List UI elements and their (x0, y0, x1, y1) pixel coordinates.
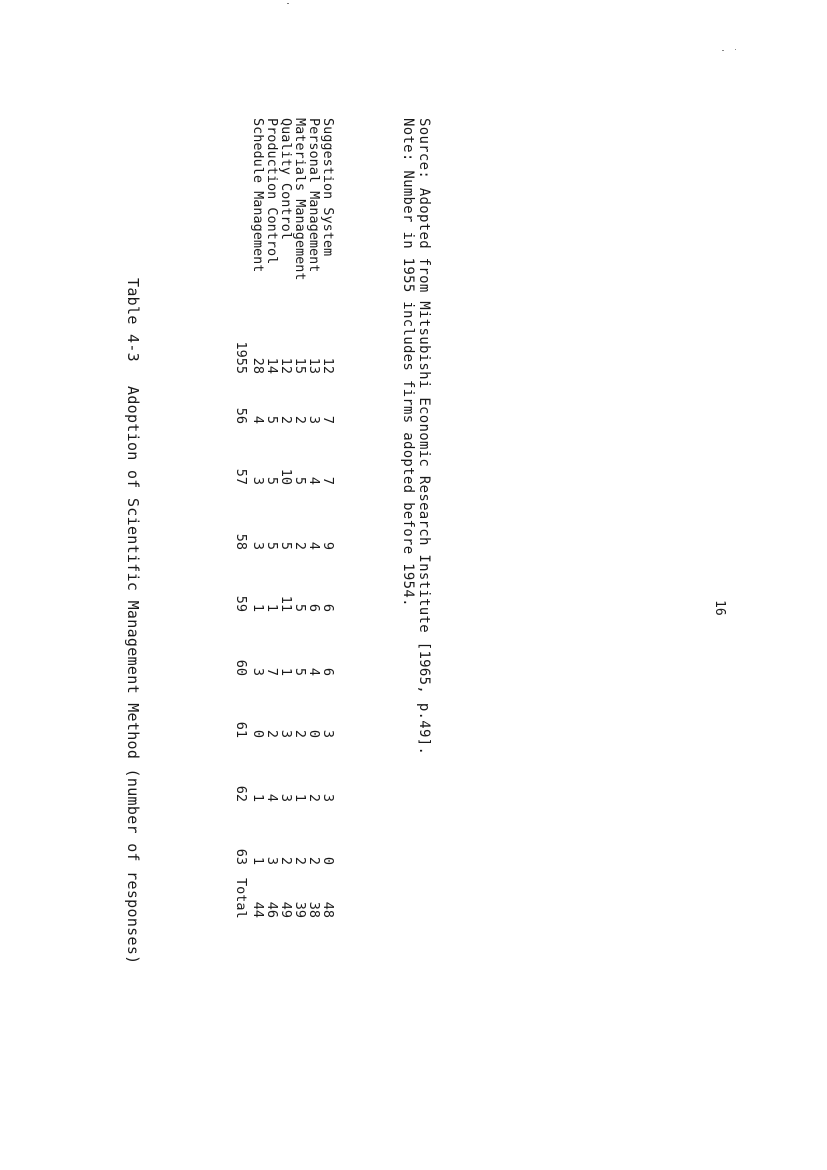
table-cell: 4 (250, 415, 266, 424)
table-cell: 7 (320, 415, 336, 424)
column-header: 63 (233, 848, 249, 865)
table-cell: 7 (264, 667, 280, 676)
table-cell: 2 (278, 415, 294, 424)
table-cell: 2 (292, 541, 308, 550)
column-header: 60 (233, 659, 249, 676)
table-cell: 6 (320, 667, 336, 676)
row-label: Production Control (264, 118, 280, 265)
table-cell: 3 (278, 793, 294, 802)
table-cell: 5 (292, 476, 308, 485)
table-cell: 6 (320, 603, 336, 612)
table-cell: 48 (320, 901, 336, 918)
table-cell: 1 (250, 793, 266, 802)
table-cell: 13 (306, 357, 322, 374)
table-cell: 3 (250, 541, 266, 550)
table-cell: 7 (320, 476, 336, 485)
table-cell: 5 (264, 476, 280, 485)
scan-speck (287, 3, 289, 4)
table-cell: 1 (278, 667, 294, 676)
table-cell: 3 (278, 729, 294, 738)
scan-speck (722, 50, 724, 51)
table-cell: 46 (264, 901, 280, 918)
table-source: Source: Adopted from Mitsubishi Economic Research Institute [1965, p.49]. (416, 118, 432, 756)
column-header: 61 (233, 721, 249, 738)
scan-speck (735, 49, 736, 50)
table-title (125, 278, 140, 965)
table-cell: 3 (320, 793, 336, 802)
table-note: Note: Number in 1955 includes firms adopted before 1954. (400, 118, 416, 607)
row-label: Suggestion System (320, 118, 336, 257)
column-header: 57 (233, 468, 249, 485)
table-cell: 1 (250, 603, 266, 612)
column-header: 1955 (233, 341, 249, 374)
table-cell: 44 (250, 901, 266, 918)
table-cell: 2 (292, 415, 308, 424)
table-cell: 14 (264, 357, 280, 374)
table-cell: 0 (250, 729, 266, 738)
table-cell: 5 (292, 603, 308, 612)
table-cell: 4 (306, 541, 322, 550)
column-header: 62 (233, 785, 249, 802)
table-cell: 0 (306, 729, 322, 738)
table-cell: 2 (278, 856, 294, 865)
table-cell: 3 (250, 476, 266, 485)
table-cell: 12 (320, 357, 336, 374)
table-cell: 4 (264, 793, 280, 802)
table-cell: 2 (292, 729, 308, 738)
table-cell: 2 (306, 856, 322, 865)
table-cell: 1 (292, 793, 308, 802)
table-cell: 3 (320, 729, 336, 738)
table-cell: 5 (292, 667, 308, 676)
table-cell: 38 (306, 901, 322, 918)
table-cell: 4 (306, 667, 322, 676)
table-cell: 15 (292, 357, 308, 374)
table-cell: 4 (306, 476, 322, 485)
table-cell: 6 (306, 603, 322, 612)
table-cell: 5 (264, 415, 280, 424)
row-label: Quality Control (278, 118, 294, 240)
table-number: Table 4-3 (124, 278, 142, 362)
table-cell: 5 (278, 541, 294, 550)
table-cell: 0 (320, 856, 336, 865)
row-label: Personal Management (306, 118, 322, 273)
table-cell: 3 (250, 667, 266, 676)
table-cell: 49 (278, 901, 294, 918)
table-cell: 2 (292, 856, 308, 865)
table-cell: 11 (278, 595, 294, 612)
row-label: Materials Management (292, 118, 308, 281)
table-cell: 1 (264, 603, 280, 612)
table-cell: 10 (278, 468, 294, 485)
table-cell: 5 (264, 541, 280, 550)
table-cell: 3 (264, 856, 280, 865)
column-header: 58 (233, 533, 249, 550)
column-header: 59 (233, 595, 249, 612)
table-cell: 3 (306, 415, 322, 424)
table-caption: Adoption of Scientific Management Method (number of responses) (124, 385, 142, 965)
table-cell: 39 (292, 901, 308, 918)
row-label: Schedule Management (250, 118, 266, 273)
table-cell: 12 (278, 357, 294, 374)
table-cell: 1 (250, 856, 266, 865)
table-cell: 9 (320, 541, 336, 550)
page-number: 16 (712, 600, 727, 616)
table-cell: 2 (306, 793, 322, 802)
table-cell: 28 (250, 357, 266, 374)
table-cell: 2 (264, 729, 280, 738)
column-header: Total (233, 878, 249, 919)
column-header: 56 (233, 407, 249, 424)
